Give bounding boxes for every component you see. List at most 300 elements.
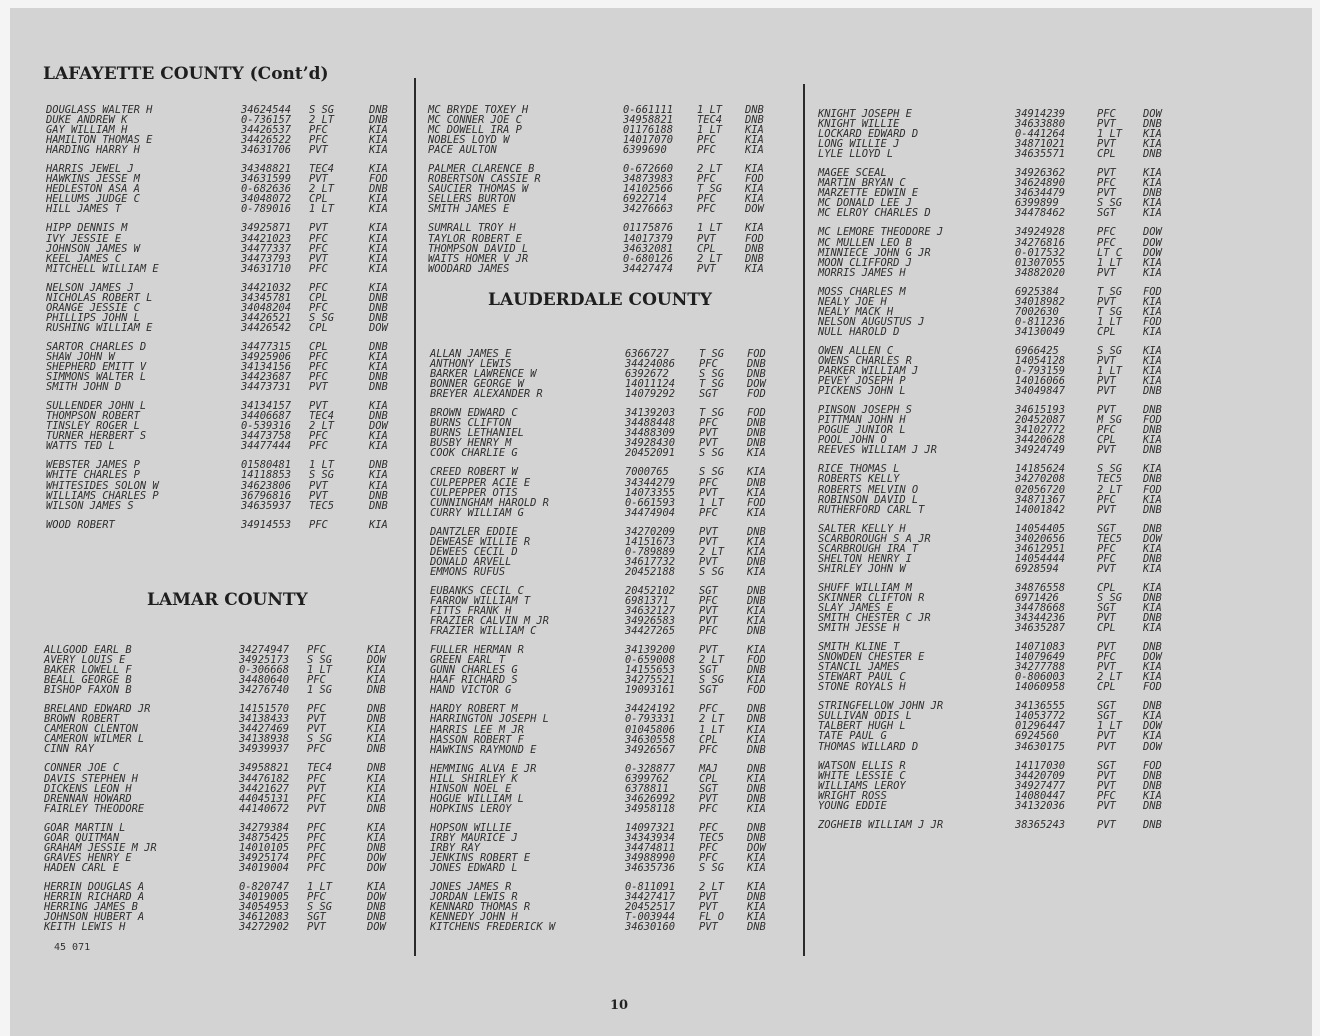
- roster-rank: T SG: [1097, 285, 1123, 298]
- roster-serial-number: 34927477: [1015, 779, 1066, 792]
- roster-name: AVERY LOUIS E: [44, 654, 126, 667]
- roster-rank: PVT: [699, 615, 718, 628]
- roster-serial-number: 34488309: [625, 427, 676, 440]
- roster-rank: 1 LT: [1097, 128, 1123, 141]
- roster-name: HOPKINS LEROY: [430, 802, 512, 815]
- roster-status: DNB: [1143, 473, 1162, 486]
- roster-status: FOD: [745, 232, 764, 245]
- roster-serial-number: 14102566: [623, 183, 674, 196]
- column-divider-right: [803, 84, 805, 956]
- roster-rank: PVT: [697, 262, 716, 275]
- roster-rank: PVT: [1097, 730, 1116, 743]
- roster-status: DOW: [1143, 226, 1162, 239]
- roster-status: KIA: [745, 193, 764, 206]
- roster-serial-number: 34019004: [239, 861, 290, 874]
- roster-name: ROBERTS KELLY: [818, 473, 900, 486]
- roster-status: KIA: [367, 733, 386, 746]
- roster-rank: PVT: [1097, 661, 1116, 674]
- roster-name: HOGUE WILLIAM L: [430, 792, 524, 805]
- roster-serial-number: 0-789016: [241, 203, 292, 216]
- roster-rank: 2 LT: [1097, 483, 1123, 496]
- roster-name: NICHOLAS ROBERT L: [46, 291, 153, 304]
- roster-rank: PFC: [309, 361, 328, 374]
- roster-rank: T SG: [699, 407, 725, 420]
- roster-name: FAIRLEY THEODORE: [44, 802, 145, 815]
- roster-name: DRENNAN HOWARD: [44, 792, 132, 805]
- roster-serial-number: 14071083: [1015, 641, 1066, 654]
- roster-status: DNB: [747, 358, 766, 371]
- roster-serial-number: 14097321: [625, 821, 676, 834]
- roster-name: DEWEASE WILLIE R: [430, 535, 531, 548]
- roster-rank: 1 LT: [307, 880, 333, 893]
- roster-serial-number: 34345781: [241, 291, 292, 304]
- roster-serial-number: 34925174: [239, 851, 290, 864]
- roster-name: GRAVES HENRY E: [44, 851, 132, 864]
- roster-status: KIA: [367, 723, 386, 736]
- roster-serial-number: 34958118: [625, 802, 676, 815]
- roster-status: KIA: [369, 350, 388, 363]
- roster-rank: PFC: [309, 518, 328, 531]
- roster-status: DNB: [367, 901, 386, 914]
- roster-serial-number: 34477444: [241, 440, 292, 453]
- roster-serial-number: 34926583: [625, 615, 676, 628]
- roster-status: DNB: [369, 291, 388, 304]
- roster-status: KIA: [1143, 266, 1162, 279]
- roster-name: CAMERON WILMER L: [44, 733, 145, 746]
- roster-name: GREEN EARL T: [430, 654, 506, 667]
- roster-serial-number: 34420628: [1015, 434, 1066, 447]
- roster-status: KIA: [369, 193, 388, 206]
- roster-rank: CPL: [309, 193, 328, 206]
- roster-name: POOL JOHN O: [818, 434, 887, 447]
- roster-name: MC CONNER JOE C: [428, 114, 522, 127]
- roster-status: KIA: [369, 400, 388, 413]
- roster-status: KIA: [369, 518, 388, 531]
- roster-name: SAUCIER THOMAS W: [428, 183, 529, 196]
- roster-status: KIA: [745, 262, 764, 275]
- roster-serial-number: 34139203: [625, 407, 676, 420]
- roster-rank: CPL: [1097, 581, 1116, 594]
- roster-rank: S SG: [1097, 463, 1123, 476]
- roster-rank: TEC5: [1097, 532, 1123, 545]
- roster-status: KIA: [367, 644, 386, 656]
- roster-rank: PVT: [1097, 818, 1116, 831]
- roster-status: KIA: [1143, 671, 1162, 684]
- roster-serial-number: 34626992: [625, 792, 676, 805]
- roster-rank: PFC: [309, 301, 328, 314]
- roster-rank: PFC: [697, 144, 716, 157]
- roster-status: DNB: [745, 104, 764, 116]
- roster-rank: PVT: [1097, 354, 1116, 367]
- roster-serial-number: 02056720: [1015, 483, 1066, 496]
- roster-name: COOK CHARLIE G: [430, 447, 518, 460]
- roster-serial-number: 34630558: [625, 733, 676, 746]
- roster-status: FOD: [1143, 483, 1162, 496]
- roster-serial-number: 0-661111: [623, 104, 674, 116]
- roster-rank: PFC: [699, 358, 718, 371]
- roster-status: KIA: [369, 281, 388, 294]
- roster-rank: 2 LT: [697, 252, 723, 265]
- roster-rank: PFC: [309, 262, 328, 275]
- roster-serial-number: 0-820747: [239, 880, 290, 893]
- roster-rank: PFC: [1097, 493, 1116, 506]
- roster-rank: 1 LT: [697, 222, 723, 235]
- roster-name: MITCHELL WILLIAM E: [46, 262, 159, 275]
- roster-rank: PFC: [1097, 552, 1116, 565]
- roster-serial-number: 34615193: [1015, 404, 1066, 417]
- roster-rank: PFC: [307, 861, 326, 874]
- roster-serial-number: 14118853: [241, 469, 292, 482]
- roster-status: DOW: [745, 203, 764, 216]
- roster-serial-number: 34426537: [241, 124, 292, 137]
- roster-rank: PFC: [697, 173, 716, 186]
- roster-serial-number: 34871021: [1015, 138, 1066, 151]
- roster-rank: PVT: [1097, 295, 1116, 308]
- roster-rank: T SG: [699, 378, 725, 391]
- roster-name: ZOGHEIB WILLIAM J JR: [818, 818, 944, 831]
- roster-status: FOD: [747, 496, 766, 509]
- roster-name: SIMMONS WALTER L: [46, 371, 147, 384]
- roster-rank: S SG: [307, 654, 333, 667]
- roster-status: KIA: [1143, 710, 1162, 723]
- roster-name: WILLIAMS CHARLES P: [46, 489, 159, 502]
- roster-status: FOD: [1143, 285, 1162, 298]
- roster-name: ROBINSON DAVID L: [818, 493, 919, 506]
- roster-rank: SGT: [699, 782, 718, 795]
- roster-status: DOW: [1143, 720, 1162, 733]
- roster-serial-number: 34427474: [623, 262, 674, 275]
- roster-serial-number: 0-659008: [625, 654, 676, 667]
- roster-name: NEALY JOE H: [818, 295, 887, 308]
- roster-rank: SGT: [699, 684, 718, 697]
- roster-name: MC ELROY CHARLES D: [818, 207, 931, 220]
- roster-serial-number: 14155653: [625, 664, 676, 677]
- roster-serial-number: 14053772: [1015, 710, 1066, 723]
- roster-status: DNB: [747, 594, 766, 607]
- roster-name: HILL JAMES T: [46, 203, 122, 216]
- roster-status: DOW: [1143, 532, 1162, 545]
- roster-serial-number: 34427417: [625, 891, 676, 904]
- roster-status: DNB: [747, 762, 766, 775]
- roster-rank: PFC: [307, 743, 326, 756]
- roster-rank: PFC: [697, 203, 716, 216]
- roster-status: DNB: [747, 831, 766, 844]
- roster-status: KIA: [369, 134, 388, 147]
- roster-rank: PVT: [699, 535, 718, 548]
- roster-name: PHILLIPS JOHN L: [46, 311, 140, 324]
- roster-rank: PVT: [307, 723, 326, 736]
- roster-name: HERRING JAMES B: [44, 901, 138, 914]
- roster-name: WHITE CHARLES P: [46, 469, 140, 482]
- roster-status: KIA: [1143, 661, 1162, 674]
- roster-rank: PVT: [1097, 375, 1116, 388]
- roster-name: MINNIECE JOHN G JR: [818, 246, 931, 259]
- roster-serial-number: 34427469: [239, 723, 290, 736]
- roster-serial-number: 14151570: [239, 703, 290, 716]
- roster-status: DNB: [747, 821, 766, 834]
- roster-status: KIA: [747, 772, 766, 785]
- roster-serial-number: 34635287: [1015, 622, 1066, 635]
- roster-serial-number: 34276816: [1015, 236, 1066, 249]
- roster-status: DNB: [1143, 799, 1162, 812]
- roster-serial-number: 34926362: [1015, 167, 1066, 180]
- roster-rank: PVT: [699, 437, 718, 450]
- roster-name: PARKER WILLIAM J: [818, 365, 919, 378]
- roster-serial-number: 01176188: [623, 124, 674, 137]
- roster-rank: SGT: [699, 584, 718, 597]
- roster-rank: PFC: [307, 890, 326, 903]
- roster-serial-number: 14001842: [1015, 503, 1066, 516]
- roster-name: DONALD ARVELL: [430, 555, 512, 568]
- roster-status: DNB: [747, 427, 766, 440]
- roster-serial-number: 34426521: [241, 311, 292, 324]
- roster-rank: PVT: [699, 555, 718, 568]
- roster-rank: CPL: [309, 321, 328, 334]
- roster-status: DOW: [369, 321, 388, 334]
- roster-name: HARRIS JEWEL J: [46, 163, 134, 176]
- roster-name: MC LEMORE THEODORE J: [818, 226, 944, 239]
- roster-rank: PVT: [307, 713, 326, 726]
- roster-serial-number: 0-017532: [1015, 246, 1066, 259]
- roster-name: HARDING HARRY H: [46, 144, 140, 157]
- roster-status: DNB: [1143, 404, 1162, 417]
- roster-serial-number: 34631599: [241, 173, 292, 186]
- roster-name: DUKE ANDREW K: [46, 114, 128, 127]
- roster-rank: S SG: [307, 733, 333, 746]
- roster-name: HINSON NOEL E: [430, 782, 512, 795]
- roster-serial-number: 34925173: [239, 654, 290, 667]
- roster-rank: 2 LT: [699, 881, 725, 894]
- roster-name: CURRY WILLIAM G: [430, 506, 524, 519]
- roster-rank: S SG: [699, 368, 725, 381]
- roster-name: HERRIN DOUGLAS A: [44, 880, 145, 893]
- roster-serial-number: 34138433: [239, 713, 290, 726]
- roster-name: GUNN CHARLES G: [430, 664, 518, 677]
- roster-status: DNB: [745, 242, 764, 255]
- roster-serial-number: 6922714: [623, 193, 667, 206]
- roster-rank: TEC4: [309, 163, 335, 176]
- roster-name: BEALL GEORGE B: [44, 674, 132, 687]
- roster-rank: PVT: [1097, 404, 1116, 417]
- roster-serial-number: 0-306668: [239, 664, 290, 677]
- roster-serial-number: 34134156: [241, 361, 292, 374]
- roster-name: CULPEPPER OTIS: [430, 486, 518, 499]
- roster-name: CAMERON CLENTON: [44, 723, 138, 736]
- roster-serial-number: 6399899: [1015, 197, 1059, 210]
- roster-serial-number: 6981371: [625, 594, 669, 607]
- roster-status: KIA: [1143, 562, 1162, 575]
- roster-rank: TEC4: [307, 762, 333, 775]
- roster-rank: CPL: [697, 242, 716, 255]
- roster-serial-number: 34488448: [625, 417, 676, 430]
- roster-rank: PVT: [309, 173, 328, 186]
- roster-rank: TEC5: [309, 499, 335, 512]
- roster-status: KIA: [1143, 493, 1162, 506]
- roster-serial-number: 34426522: [241, 134, 292, 147]
- roster-serial-number: 34426542: [241, 321, 292, 334]
- roster-status: KIA: [747, 506, 766, 519]
- roster-rank: PFC: [699, 821, 718, 834]
- roster-serial-number: 34421023: [241, 232, 292, 245]
- roster-serial-number: 34958821: [623, 114, 674, 127]
- roster-serial-number: 34612083: [239, 911, 290, 924]
- roster-rank: PFC: [307, 851, 326, 864]
- roster-name: NULL HAROLD D: [818, 325, 900, 338]
- roster-status: DNB: [369, 340, 388, 353]
- roster-status: DNB: [1143, 641, 1162, 654]
- roster-serial-number: 34630160: [625, 921, 676, 934]
- roster-name: HAMILTON THOMAS E: [46, 134, 153, 147]
- roster-name: HARRINGTON JOSEPH L: [430, 713, 549, 726]
- roster-serial-number: 34424086: [625, 358, 676, 371]
- roster-status: KIA: [745, 144, 764, 157]
- roster-name: SMITH KLINE T: [818, 641, 900, 654]
- roster-name: BRELAND EDWARD JR: [44, 703, 151, 716]
- roster-status: DOW: [1143, 740, 1162, 753]
- roster-name: JONES JAMES R: [430, 881, 512, 894]
- roster-status: KIA: [747, 852, 766, 865]
- roster-rank: 2 LT: [699, 654, 725, 667]
- roster-serial-number: 34926567: [625, 743, 676, 756]
- roster-rank: M SG: [1097, 414, 1123, 427]
- roster-status: DNB: [367, 713, 386, 726]
- roster-rank: PFC: [307, 703, 326, 716]
- roster-serial-number: 6928594: [1015, 562, 1059, 575]
- roster-serial-number: 14010105: [239, 841, 290, 854]
- roster-status: KIA: [367, 664, 386, 677]
- roster-name: SULLIVAN ODIS L: [818, 710, 912, 723]
- roster-serial-number: 34018982: [1015, 295, 1066, 308]
- roster-name: SELLERS BURTON: [428, 193, 516, 206]
- roster-name: BROWN EDWARD C: [430, 407, 518, 420]
- roster-status: KIA: [1143, 789, 1162, 802]
- roster-rank: S SG: [1097, 591, 1123, 604]
- roster-serial-number: 20452091: [625, 447, 676, 460]
- roster-status: FOD: [369, 173, 388, 186]
- roster-rank: PFC: [699, 506, 718, 519]
- roster-rank: PFC: [307, 792, 326, 805]
- roster-name: ROBERTS MELVIN O: [818, 483, 919, 496]
- roster-serial-number: 14054444: [1015, 552, 1066, 565]
- roster-rank: PFC: [699, 417, 718, 430]
- roster-name: PALMER CLARENCE B: [428, 163, 535, 176]
- roster-name: HARRIS LEE M JR: [430, 723, 524, 736]
- roster-name: HERRIN RICHARD A: [44, 890, 145, 903]
- roster-serial-number: 0-811091: [625, 881, 676, 894]
- roster-rank: CPL: [699, 772, 718, 785]
- roster-rank: PFC: [309, 371, 328, 384]
- roster-serial-number: 20452087: [1015, 414, 1066, 427]
- roster-rank: PFC: [699, 802, 718, 815]
- roster-serial-number: 34624544: [241, 104, 292, 116]
- roster-status: DOW: [369, 420, 388, 433]
- roster-status: DNB: [747, 891, 766, 904]
- roster-name: SCARBROUGH IRA T: [818, 542, 919, 555]
- roster-name: NEALY MACK H: [818, 305, 894, 318]
- roster-status: DNB: [1143, 522, 1162, 535]
- roster-serial-number: 34477337: [241, 242, 292, 255]
- roster-name: KNIGHT JOSEPH E: [818, 108, 912, 120]
- roster-serial-number: 34924928: [1015, 226, 1066, 239]
- roster-serial-number: 14054405: [1015, 522, 1066, 535]
- roster-name: GAY WILLIAM H: [46, 124, 128, 137]
- roster-name: HADEN CARL E: [44, 861, 120, 874]
- roster-status: DNB: [747, 584, 766, 597]
- roster-name: GOAR QUITMAN: [44, 831, 120, 844]
- document-page: [10, 8, 1312, 1036]
- roster-rank: 2 LT: [309, 420, 335, 433]
- roster-name: SALTER KELLY H: [818, 522, 906, 535]
- roster-status: KIA: [747, 881, 766, 894]
- roster-name: SNOWDEN CHESTER E: [818, 651, 925, 664]
- roster-serial-number: 34632127: [625, 605, 676, 618]
- roster-status: FOD: [1143, 414, 1162, 427]
- roster-status: FOD: [1143, 759, 1162, 772]
- roster-name: RUSHING WILLIAM E: [46, 321, 153, 334]
- roster-name: SHAW JOHN W: [46, 350, 115, 363]
- roster-rank: PFC: [307, 674, 326, 687]
- roster-rank: PFC: [1097, 177, 1116, 190]
- roster-status: DNB: [367, 743, 386, 756]
- roster-rank: MAJ: [699, 762, 718, 775]
- roster-status: DNB: [369, 489, 388, 502]
- roster-name: TATE PAUL G: [818, 730, 887, 743]
- roster-name: JENKINS ROBERT E: [430, 852, 531, 865]
- roster-rank: PFC: [309, 242, 328, 255]
- roster-serial-number: 6366727: [625, 348, 669, 360]
- roster-status: FOD: [1143, 681, 1162, 694]
- roster-serial-number: 34270209: [625, 525, 676, 538]
- roster-name: CREED ROBERT W: [430, 466, 518, 479]
- roster-status: KIA: [747, 674, 766, 687]
- roster-status: DNB: [367, 762, 386, 775]
- roster-name: KEITH LEWIS H: [44, 921, 126, 934]
- roster-name: HAND VICTOR G: [430, 684, 512, 697]
- roster-serial-number: 34473731: [241, 381, 292, 394]
- roster-rank: PVT: [699, 644, 718, 657]
- roster-status: DNB: [367, 841, 386, 854]
- roster-rank: 2 LT: [699, 545, 725, 558]
- roster-name: PEVEY JOSEPH P: [818, 375, 906, 388]
- roster-name: LYLE LLOYD L: [818, 148, 894, 161]
- roster-serial-number: 34427265: [625, 625, 676, 638]
- roster-status: KIA: [1143, 581, 1162, 594]
- roster-name: RUTHERFORD CARL T: [818, 503, 925, 516]
- roster-rank: SGT: [1097, 601, 1116, 614]
- roster-name: REEVES WILLIAM J JR: [818, 444, 937, 457]
- roster-name: GOAR MARTIN L: [44, 821, 126, 834]
- roster-serial-number: 0-736157: [241, 114, 292, 127]
- roster-status: KIA: [1143, 601, 1162, 614]
- roster-rank: 2 LT: [699, 713, 725, 726]
- roster-serial-number: 34420709: [1015, 769, 1066, 782]
- roster-rank: PFC: [699, 476, 718, 489]
- roster-name: BURNS CLIFTON: [430, 417, 512, 430]
- roster-serial-number: 34424192: [625, 703, 676, 716]
- roster-name: PACE AULTON: [428, 144, 497, 157]
- roster-status: DNB: [369, 311, 388, 324]
- roster-name: EMMONS RUFUS: [430, 565, 506, 578]
- roster-name: SMITH JAMES E: [428, 203, 510, 216]
- roster-serial-number: 20452517: [625, 901, 676, 914]
- roster-status: KIA: [1143, 354, 1162, 367]
- roster-status: DNB: [747, 664, 766, 677]
- roster-name: KENNARD THOMAS R: [430, 901, 531, 914]
- roster-serial-number: 34928430: [625, 437, 676, 450]
- roster-name: WILSON JAMES S: [46, 499, 134, 512]
- roster-serial-number: 14079649: [1015, 651, 1066, 664]
- roster-status: DOW: [367, 654, 386, 667]
